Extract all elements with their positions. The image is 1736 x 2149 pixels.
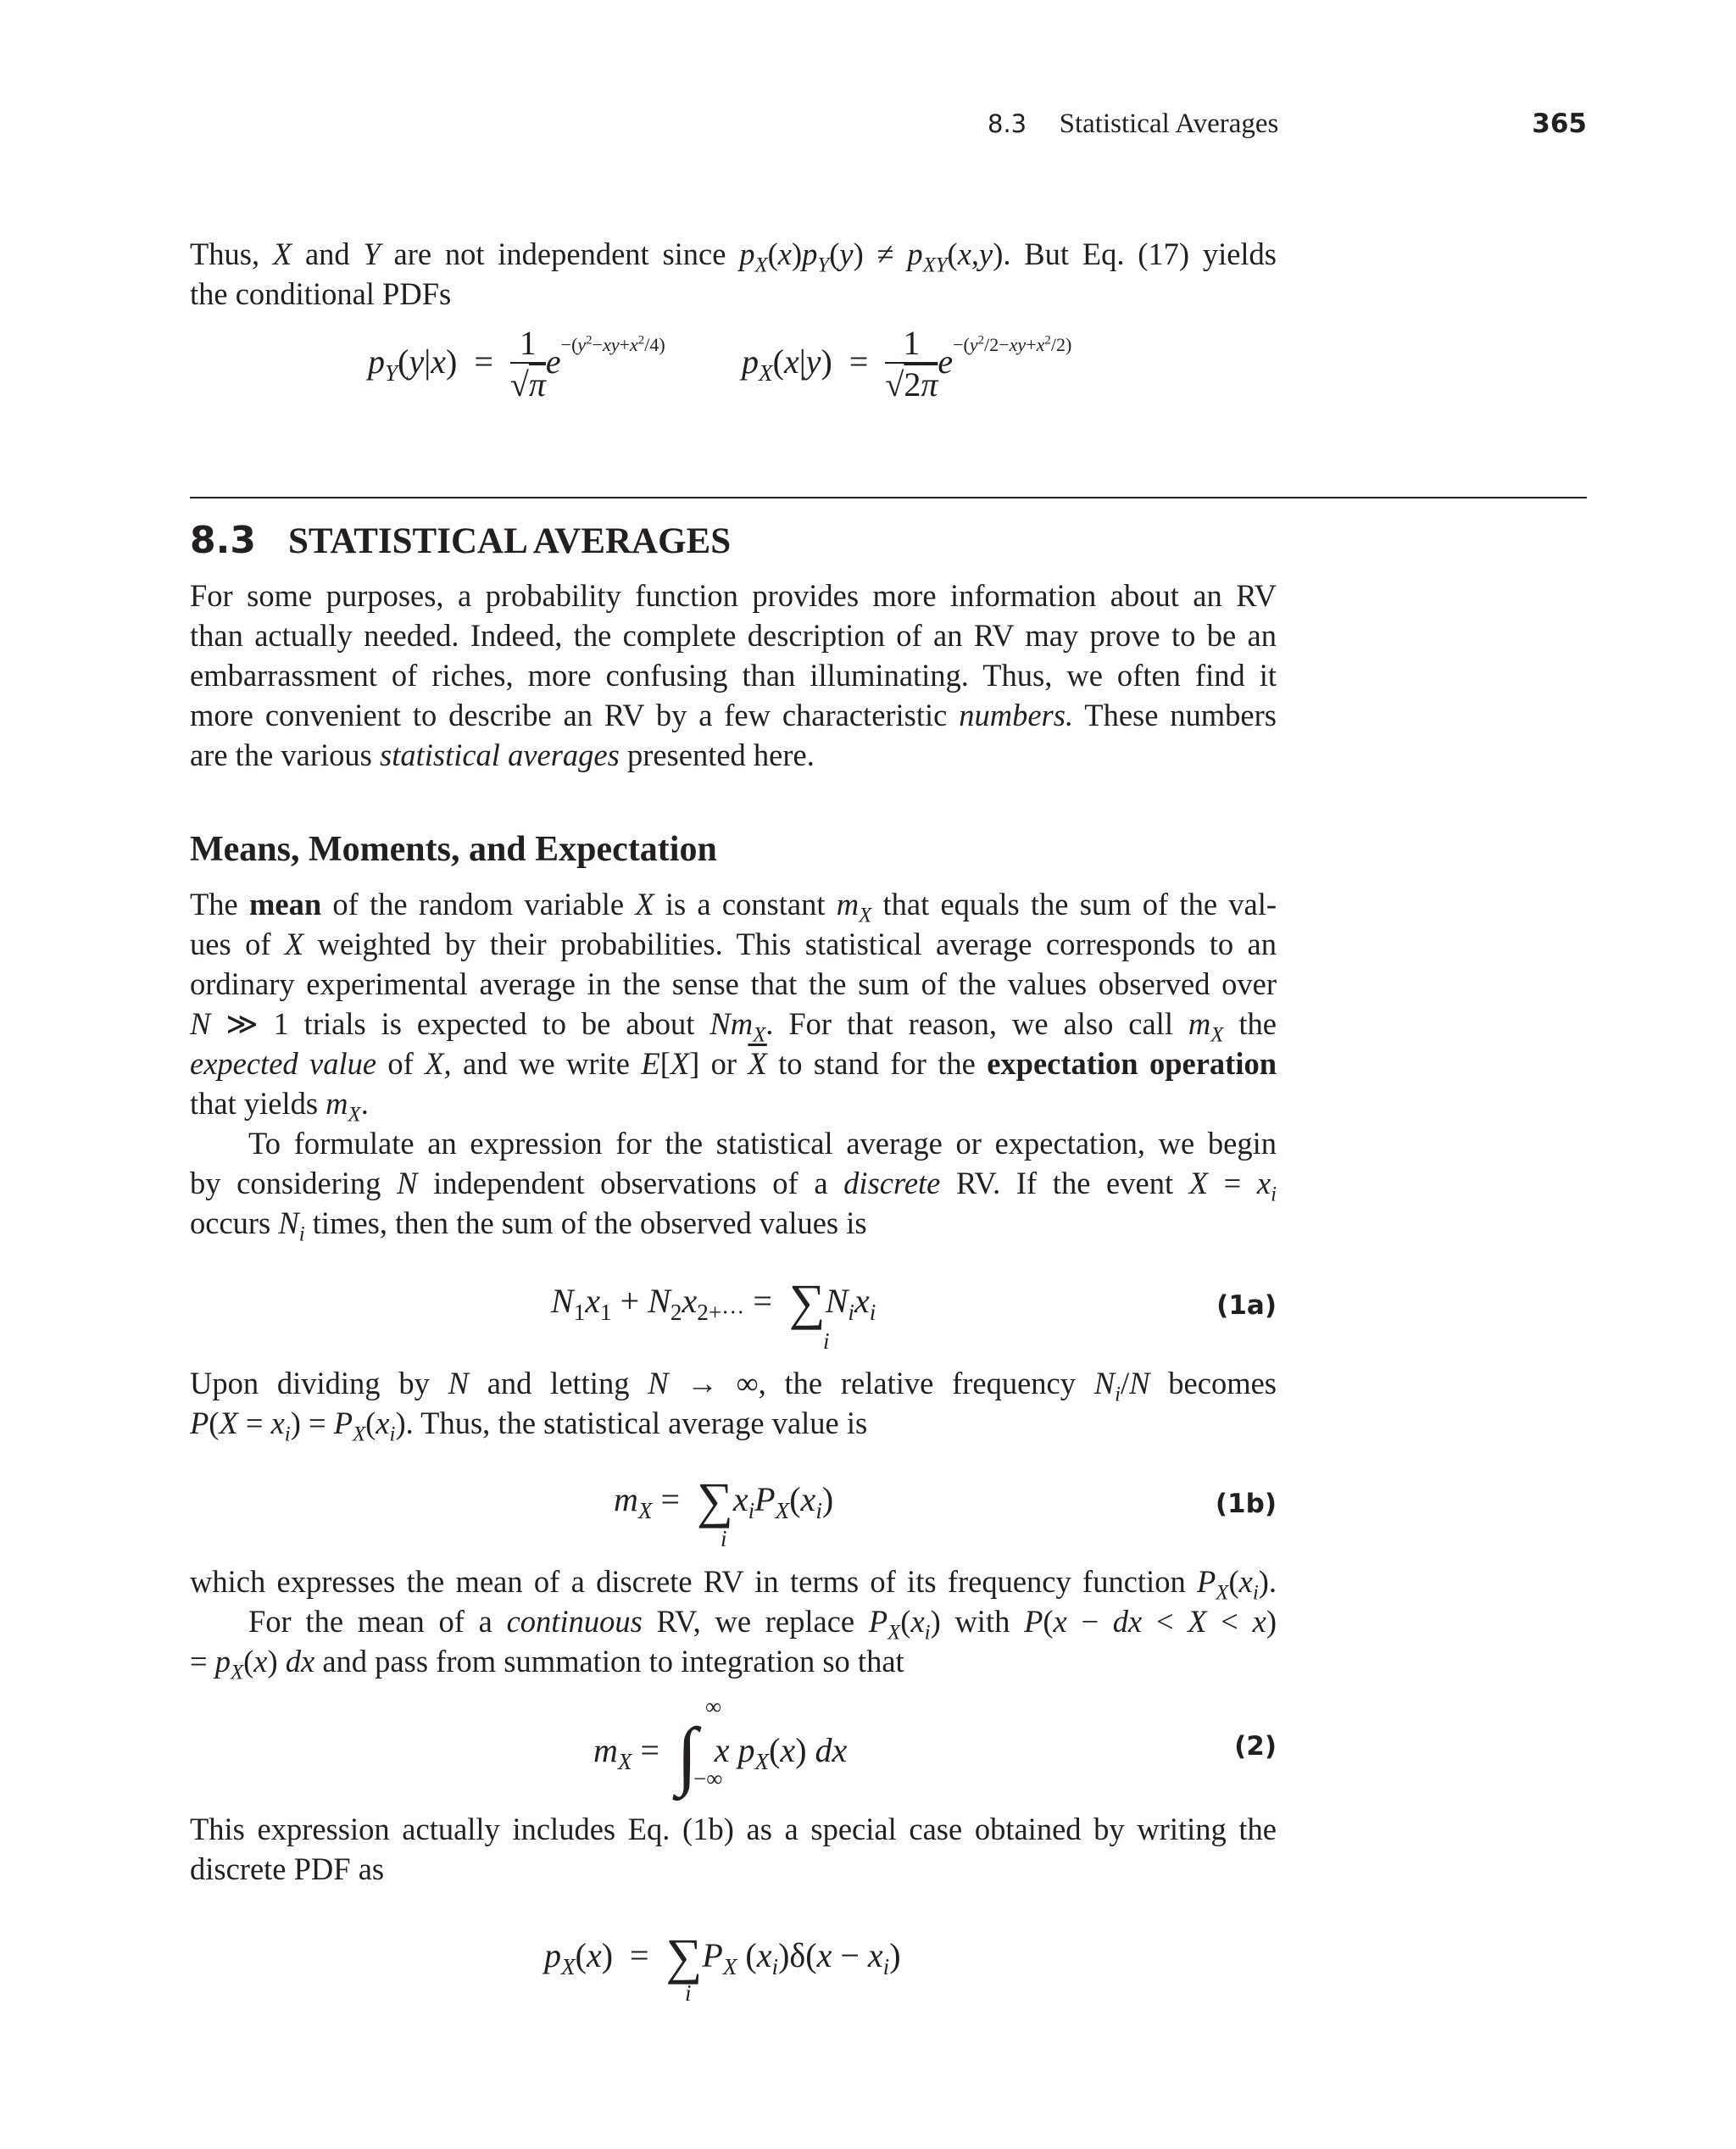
equation-1b: $m_X = \sum x_iP_X(x_i)$ bbox=[614, 1473, 834, 1528]
section-heading-number: 8.3 bbox=[190, 519, 256, 562]
section-heading bbox=[190, 519, 731, 562]
page-number: 365 bbox=[1532, 109, 1587, 139]
equation-2: $m_X$ = ∫ x $p_X(x)$ dx bbox=[593, 1713, 848, 1797]
equation-1a: $N_1x_1 + N_2x_{2+\cdot\cdot\cdot} = \sum N_ix_i$ bbox=[551, 1274, 876, 1330]
running-header-section bbox=[988, 109, 1278, 140]
conditional-pdf-equation-y: $p_Y(y|x)$ = $\frac{1}{√\pi}$ $e^{-(y^2-xy+x^2/4)}$ bbox=[368, 324, 665, 404]
section-intro-paragraph: For some purposes, a probability function provides more information about an RV than actually needed. Indeed, the complete description of an RV may prove to be an embarrassment of riches, more confusing than illuminating. Thus, we often find it more convenient to describe an RV by a few characteristic numbers. These numbers are the various statistical averages presented here. bbox=[190, 578, 1277, 772]
conditional-pdf-equation-x: $p_X(x|y)$ = $\frac{1}{√2\pi}$ $e^{-(y^2/2-xy+x^2/2)}$ bbox=[742, 324, 1072, 404]
header-section-number: 8.3 bbox=[988, 109, 1027, 138]
equation-number-1b: (1b) bbox=[1215, 1489, 1277, 1519]
mean-definition-paragraph: The mean of the random variable X is a constant $m_X$ that equals the sum of the val- ues of X weighted by their probabilities. This statistical average corresponds to an ordinary experimental average in the sense that the sum of the values observed over N ≫ 1 trials is expected to be about $Nm_X$. For that reason, we also call $m_X$ the expected value of X, and we write E[X] or $\overline{X}$ to stand for the expectation operation that yields $m_X$. To formulate an expression for the statistical average or expectation, we begin by considering N independent observations of a discrete RV. If the event $X = x_i$ occurs $N_i$ times, then the sum of the observed values is bbox=[190, 887, 1277, 1246]
equation-number-2: (2) bbox=[1234, 1731, 1277, 1762]
intro-paragraph: Thus, X and Y are not independent since $p_X(x)p_Y(y) \ne p_{XY}(x,y)$. But Eq. (17) yields the conditional PDFs bbox=[190, 237, 1277, 311]
section-heading-title: STATISTICAL AVERAGES bbox=[287, 521, 732, 561]
relative-frequency-paragraph: Upon dividing by N and letting N → ∞, the relative frequency $N_i/N$ becomes $P(X = x_i) = P_X(x_i)$. Thus, the statistical average value is bbox=[190, 1366, 1277, 1446]
discrete-mean-paragraph: which expresses the mean of a discrete RV in terms of its frequency function $P_X(x_i)$. For the mean of a continuous RV, we replace $P_X(x_i)$ with P(x − dx < X < x) = $p_X(x)$ dx and pass from summation to integration so that bbox=[190, 1564, 1277, 1684]
equation-number-1a: (1a) bbox=[1216, 1290, 1277, 1321]
subsection-heading: Means, Moments, and Expectation bbox=[190, 830, 717, 869]
section-divider bbox=[190, 497, 1587, 498]
header-section-title: Statistical Averages bbox=[1059, 109, 1279, 139]
discrete-pdf-equation: $p_X(x) = \sum P_X$ $(x_i)\delta(x - x_i)$ bbox=[544, 1929, 901, 1985]
special-case-paragraph: This expression actually includes Eq. (1b) as a special case obtained by writing the discrete PDF as bbox=[190, 1812, 1277, 1886]
